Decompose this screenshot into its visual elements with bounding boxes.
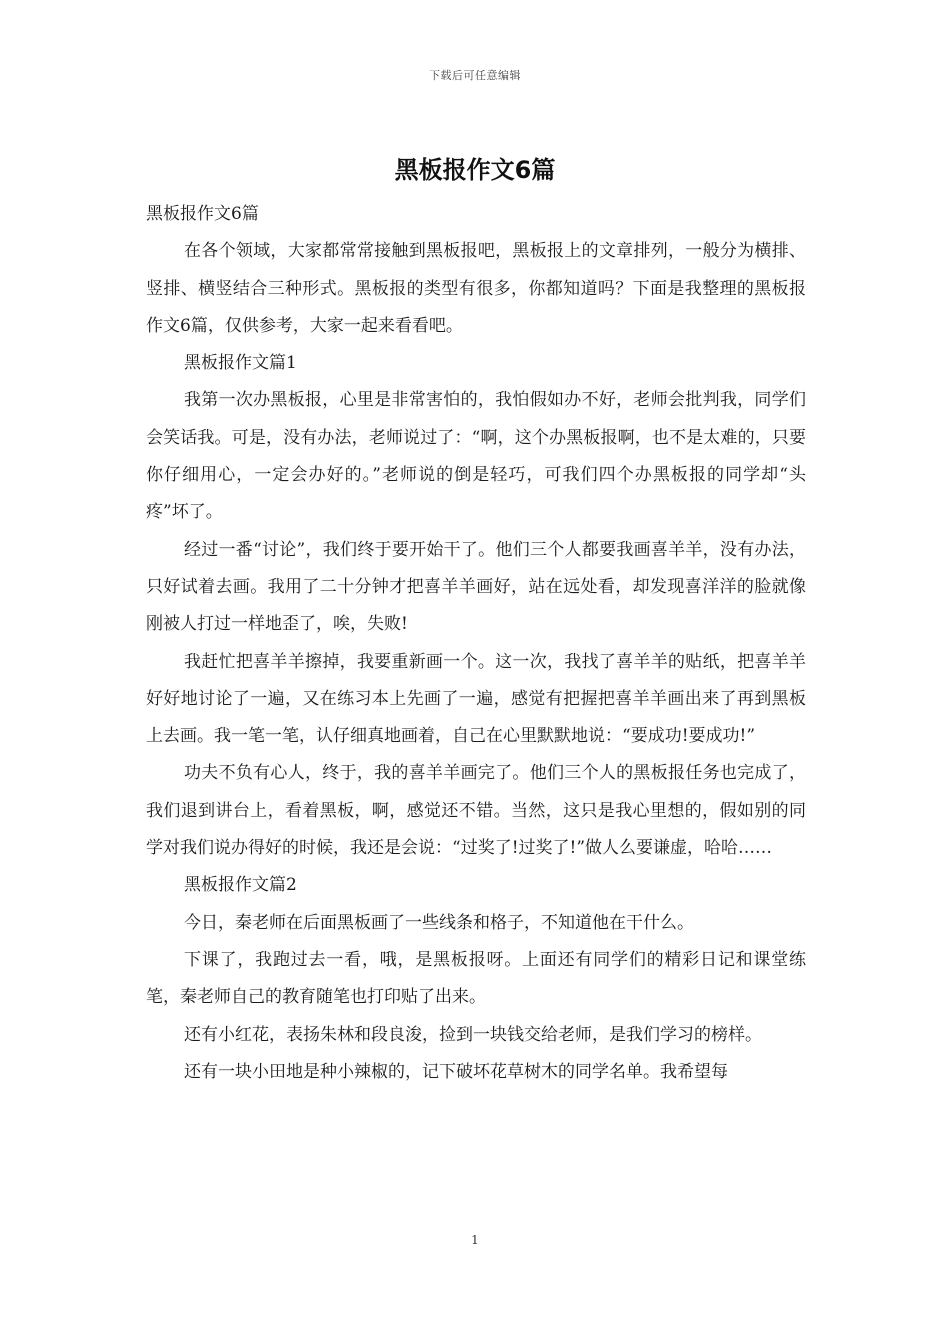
section-heading: 黑板报作文篇1: [184, 353, 297, 374]
section-heading: 黑板报作文篇2: [184, 875, 297, 896]
paragraph: 下课了，我跑过去一看，哦，是黑板报呀。上面还有同学们的精彩日记和课堂练笔，秦老师自己的教育随笔也打印贴了出来。: [146, 949, 806, 1008]
header-note: 下载后可任意编辑: [429, 69, 521, 82]
paragraph: 黑板报作文6篇: [146, 204, 259, 224]
document-body: [146, 196, 806, 1091]
paragraph: 经过一番“讨论”，我们终于要开始干了。他们三个人都要我画喜羊羊，没有办法，只好试着去画。我用了二十分钟才把喜羊羊画好，站在远处看，却发现喜洋洋的脸就像刚被人打过一样地歪了，唉，失败!: [146, 539, 806, 635]
paragraph: 还有一块小田地是种小辣椒的，记下破坏花草树木的同学名单。我希望每: [184, 1061, 728, 1082]
paragraph: 还有小红花，表扬朱林和段良浚，捡到一块钱交给老师，是我们学习的榜样。: [184, 1024, 762, 1045]
document-title: 黑板报作文6篇: [394, 156, 556, 184]
page-number: 1: [471, 1233, 479, 1247]
paragraph: 今日，秦老师在后面黑板画了一些线条和格子，不知道他在干什么。: [184, 912, 694, 933]
paragraph: 功夫不负有心人，终于，我的喜羊羊画完了。他们三个人的黑板报任务也完成了，我们退到讲台上，看着黑板，啊，感觉还不错。当然，这只是我心里想的，假如别的同学对我们说办得好的时候，我还是会说：“过奖了!过奖了!”做人么要谦虚，哈哈……: [146, 763, 806, 859]
paragraph: 我第一次办黑板报，心里是非常害怕的，我怕假如办不好，老师会批判我，同学们会笑话我。可是，没有办法，老师说过了：“啊，这个办黑板报啊，也不是太难的，只要你仔细用心，一定会办好的。”老师说的倒是轻巧，可我们四个办黑板报的同学却“头疼”坏了。: [146, 390, 806, 523]
paragraph: 在各个领域，大家都常常接触到黑板报吧，黑板报上的文章排列，一般分为横排、竖排、横竖结合三种形式。黑板报的类型有很多，你都知道吗？下面是我整理的黑板报作文6篇，仅供参考，大家一起来看看吧。: [146, 241, 806, 336]
paragraph: 我赶忙把喜羊羊擦掉，我要重新画一个。这一次，我找了喜羊羊的贴纸，把喜羊羊好好地讨论了一遍，又在练习本上先画了一遍，感觉有把握把喜羊羊画出来了再到黑板上去画。我一笔一笔，认仔细真地画着，自己在心里默默地说：“要成功!要成功!”: [146, 651, 806, 747]
